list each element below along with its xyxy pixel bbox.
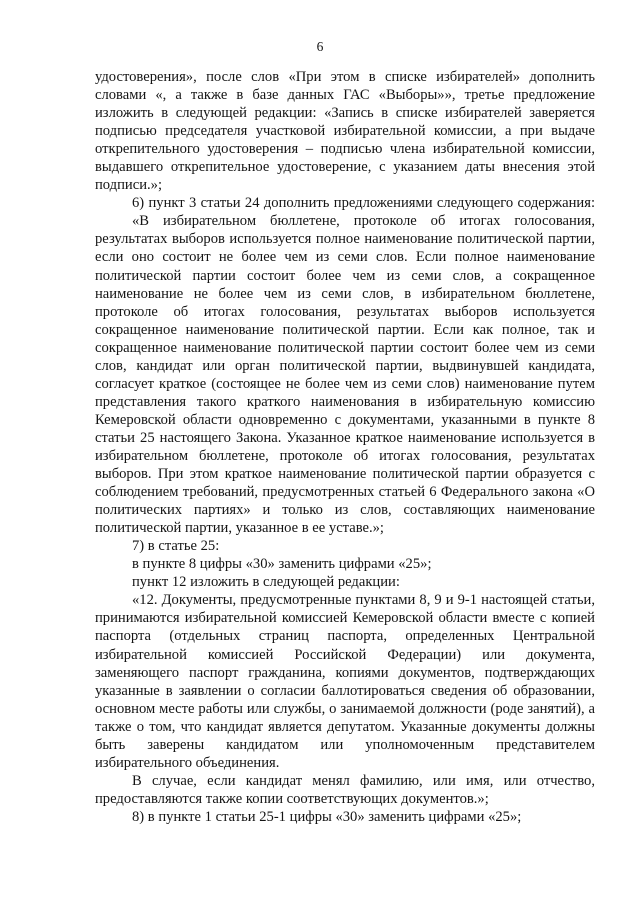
paragraph-item-8: 8) в пункте 1 статьи 25-1 цифры «30» заменить цифрами «25»; bbox=[132, 808, 522, 825]
document-body bbox=[95, 68, 595, 826]
paragraph-item-7: 7) в статье 25: bbox=[132, 538, 220, 555]
paragraph-item-7-point-8: в пункте 8 цифры «30» заменить цифрами «25»; bbox=[132, 556, 432, 573]
page-number: 6 bbox=[316, 39, 324, 54]
paragraph-quote-point-12: «12. Документы, предусмотренные пунктами 8, 9 и 9-1 настоящей статьи, принимаются избирательной комиссией Кемеровской области вместе с копией паспорта (отдельных страниц паспорта, определенных Центральной избирательной комиссией Российской Федерации) или документа, заменяющего паспорт гражданина, копиями документов, подтверждающих указанные в заявлении о согласии баллотироваться сведения об образовании, основном месте работы или службы, о занимаемой должности (роде занятий), а также о том, что кандидат является депутатом. Указанные документы должны быть заверены кандидатом или уполномоченным представителем избирательного объединения. bbox=[95, 592, 595, 771]
paragraph-quote-party-name: «В избирательном бюллетене, протоколе об итогах голосования, результатах выборов используется полное наименование политической партии, если оно состоит не более чем из семи слов. Если полное наименование политической партии состоит более чем из семи слов, а сокращенное наименование не более чем из семи слов, в избирательном бюллетене, протоколе об итогах голосования, результатах выборов используется сокращенное наименование политической партии. Если как полное, так и сокращенное наименование политической партии состоит более чем из семи слов, кандидат или орган политической партии, выдвинувшей кандидата, согласует краткое (состоящее не более чем из семи слов) наименование путем представления такого краткого наименования в избирательную комиссию Кемеровской области одновременно с документами, указанными в пункте 8 статьи 25 настоящего Закона. Указанное краткое наименование используется в избирательном бюллетене, протоколе об итогах голосования, результатах выборов. При этом краткое наименование политической партии образуется с соблюдением требований, предусмотренных статьей 6 Федерального закона «О политических партиях» и только из слов, составляющих наименование политической партии, указанное в ее уставе.»; bbox=[95, 213, 595, 537]
paragraph-continuation: удостоверения», после слов «При этом в списке избирателей» дополнить словами «, а также в базе данных ГАС «Выборы»», третье предложение изложить в следующей редакции: «Запись в списке избирателей заверяется подписью председателя участковой избирательной комиссии, а при выдаче открепительного удостоверения – подписью члена избирательной комиссии, выдавшего открепительное удостоверение, с указанием даты внесения этой подписи.»; bbox=[95, 69, 595, 194]
paragraph-item-7-point-12: пункт 12 изложить в следующей редакции: bbox=[132, 574, 400, 591]
paragraph-name-change: В случае, если кандидат менял фамилию, или имя, или отчество, предоставляются также копии соответствующих документов.»; bbox=[95, 772, 595, 807]
paragraph-item-6: 6) пункт 3 статьи 24 дополнить предложениями следующего содержания: bbox=[132, 195, 595, 212]
